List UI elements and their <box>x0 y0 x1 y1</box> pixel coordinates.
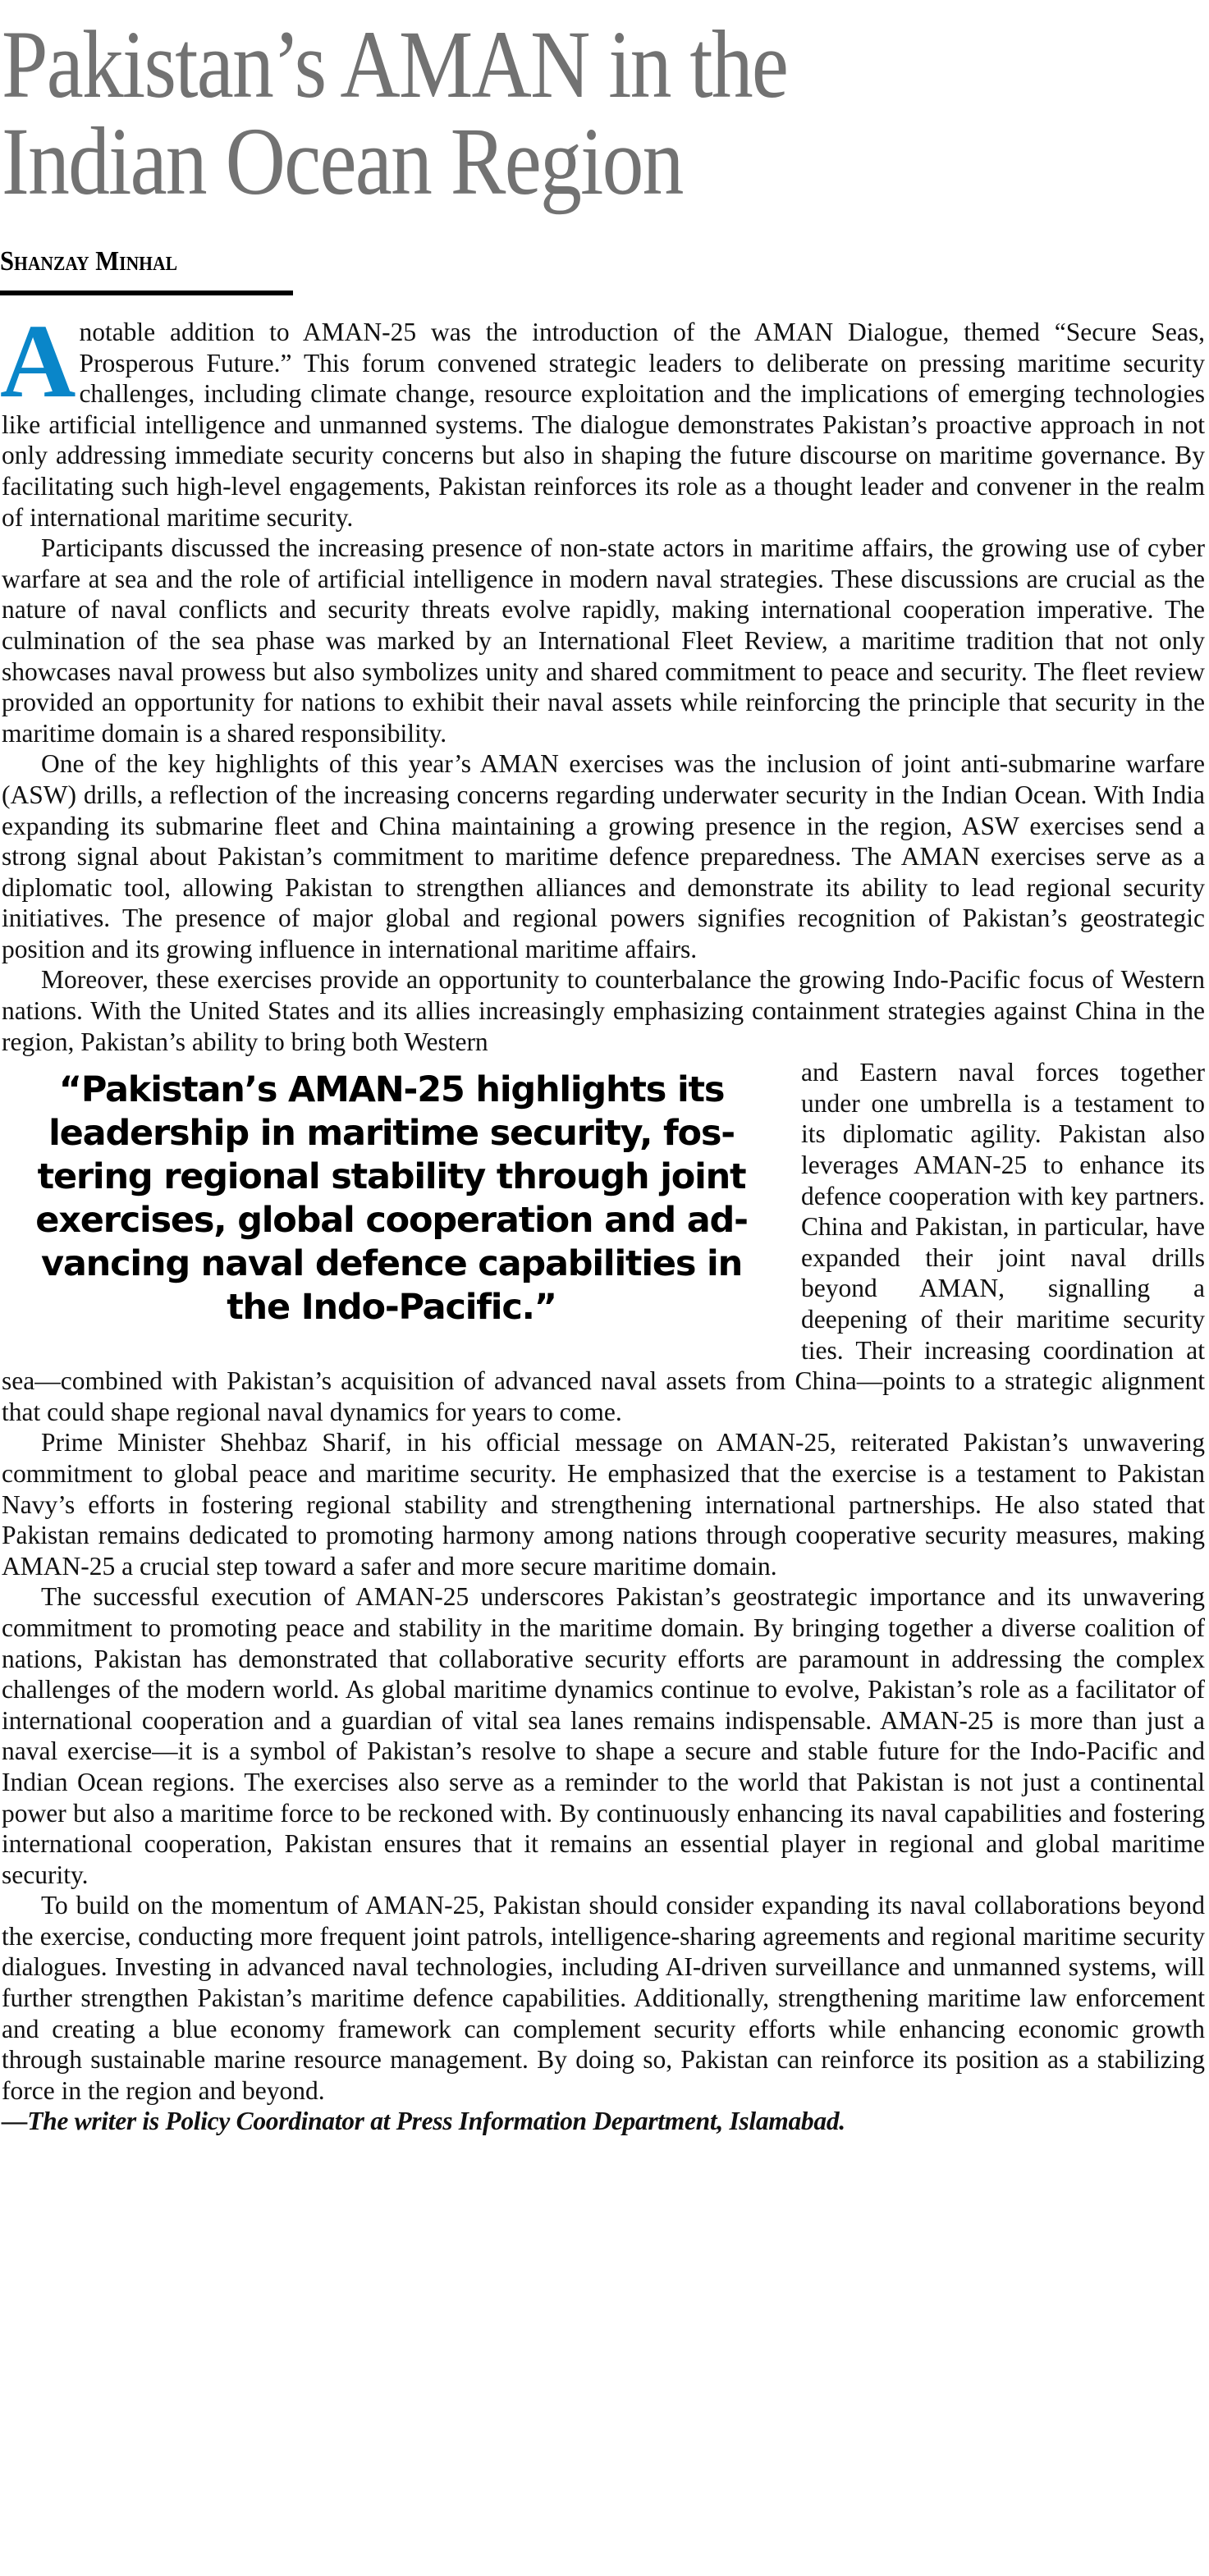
paragraph-4-continued-text: and Eastern naval forces together under one umbrella is a testament to its diplomatic agility. Pakistan also leverages AMAN-25 to enhance its defence cooperation with key partners. China and Pakistan, in particular, have expanded their joint naval drills beyond AMAN, signalling a deepening of their maritime security ties. Their increasing coordination at sea—combined with Pakistan’s acquisition of advanced naval assets from China—points to a strategic alignment that could shape regional naval dynamics for years to come. <box>2 1058 1205 1426</box>
article-body <box>0 303 1205 2137</box>
paragraph-1 <box>0 303 1205 533</box>
byline-block <box>0 246 197 287</box>
paragraph-6: The successful execution of AMAN-25 underscores Pakistan’s geostrategic importance and its unwavering commitment to promoting peace and stability in the maritime domain. By bringing together a diverse coalition of nations, Pakistan has demonstrated that collaborative security efforts are paramount in addressing the complex challenges of the modern world. As global maritime dynamics continue to evolve, Pakistan’s role as a facilitator of international cooperation and a guardian of vital sea lanes remains indispensable. AMAN-25 is more than just a naval exercise—it is a symbol of Pakistan’s resolve to shape a secure and stable future for the Indo-Pacific and Indian Ocean regions. The exercises also serve as a reminder to the world that Pakistan is not just a continental power but also a maritime force to be reckoned with. By continuously enhancing its naval capabilities and fostering international cooperation, Pakistan ensures that it remains an essential player in regional and global maritime security. <box>2 1582 1205 1889</box>
pull-quote-line: vancing naval defence capabilities in <box>41 1243 742 1285</box>
paragraph-3: One of the key highlights of this year’s AMAN exercises was the inclusion of joint anti-submarine warfare (ASW) drills, a reflection of the increasing concerns regarding underwater security in the Indian Ocean. With India expanding its submarine fleet and China maintaining a growing presence in the region, ASW exercises send a strong signal about Pakistan’s commitment to maritime defence preparedness. The AMAN exercises serve as a diplomatic tool, allowing Pakistan to strengthen alliances and demonstrate its ability to lead regional security initiatives. The presence of major global and regional powers signifies recognition of Pakistan’s geostrategic position and its growing influence in international maritime affairs. <box>2 749 1205 963</box>
paragraph-5: Prime Minister Shehbaz Sharif, in his official message on AMAN-25, reiterated Pakistan’s unwavering commitment to global peace and maritime security. He emphasized that the exercise is a testament to Pakistan Navy’s efforts in fostering regional stability and strengthening international partnerships. He also stated that Pakistan remains dedicated to promoting harmony among nations through cooperative security measures, making AMAN-25 a crucial step toward a safer and more secure maritime domain. <box>2 1428 1205 1581</box>
paragraph-4: Moreover, these exercises provide an opportunity to counterbalance the growing Indo-Pacific focus of Western nations. With the United States and its allies increasingly emphasizing containment strategies against China in the region, Pakistan’s ability to bring both Western <box>2 965 1205 1056</box>
pull-quote-line: “Pakistan’s AMAN-25 highlights its <box>58 1069 725 1111</box>
pull-quote-line: exercises, global cooperation and ad- <box>35 1200 748 1242</box>
paragraph-1-text: notable addition to AMAN-25 was the introduction of the AMAN Dialogue, themed “Secure Seas, Prosperous Future.” This forum convened strategic leaders to deliberate on pressing maritime security challenges, including climate change, resource exploitation and the implications of emerging technologies like artificial intelligence and unmanned systems. The dialogue demonstrates Pakistan’s proactive approach in not only addressing immediate security concerns but also in shaping the future discourse on maritime governance. By facilitating such high-level engagements, Pakistan reinforces its role as a thought leader and convener in the realm of international maritime security. <box>2 318 1205 532</box>
author-byline: Shanzay Minhal <box>0 246 177 277</box>
paragraph-4-continued <box>2 1057 1205 1427</box>
paragraph-2: Participants discussed the increasing presence of non-state actors in maritime affairs, the growing use of cyber warfare at sea and the role of artificial intelligence in modern naval strategies. These discussions are crucial as the nature of naval conflicts and security threats evolve rapidly, making international cooperation imperative. The culmination of the sea phase was marked by an International Fleet Review, a maritime tradition that not only showcases naval prowess but also symbolizes unity and shared commitment to peace and security. The fleet review provided an opportunity for nations to exhibit their naval assets while reinforcing the principle that security in the maritime domain is a shared responsibility. <box>2 533 1205 748</box>
drop-cap: A <box>0 303 76 419</box>
byline-underline-rule <box>0 291 293 295</box>
pull-quote-line: leadership in maritime security, fos- <box>48 1113 735 1155</box>
headline-line-1: Pakistan’s AMAN in the <box>2 11 788 118</box>
pull-quote-line: the Indo-Pacific.” <box>227 1287 556 1329</box>
paragraph-7: To build on the momentum of AMAN-25, Pakistan should consider expanding its naval collaborations beyond the exercise, conducting more frequent joint patrols, intelligence-sharing agreements and regional maritime security dialogues. Investing in advanced naval technologies, including AI-driven surveillance and unmanned systems, will further strengthen Pakistan’s maritime defence capabilities. Additionally, strengthening maritime law enforcement and creating a blue economy framework can complement security efforts while enhancing economic growth through sustainable marine resource management. By doing so, Pakistan can reinforce its position as a stabilizing force in the region and beyond. <box>2 1891 1205 2105</box>
headline-line-2: Indian Ocean Region <box>2 108 683 215</box>
pull-quote <box>2 1068 781 1329</box>
article-headline <box>2 11 1018 215</box>
pull-quote-line: tering regional stability through joint <box>37 1156 746 1198</box>
author-credit: —The writer is Policy Coordinator at Press Information Department, Islamabad. <box>2 2107 845 2136</box>
